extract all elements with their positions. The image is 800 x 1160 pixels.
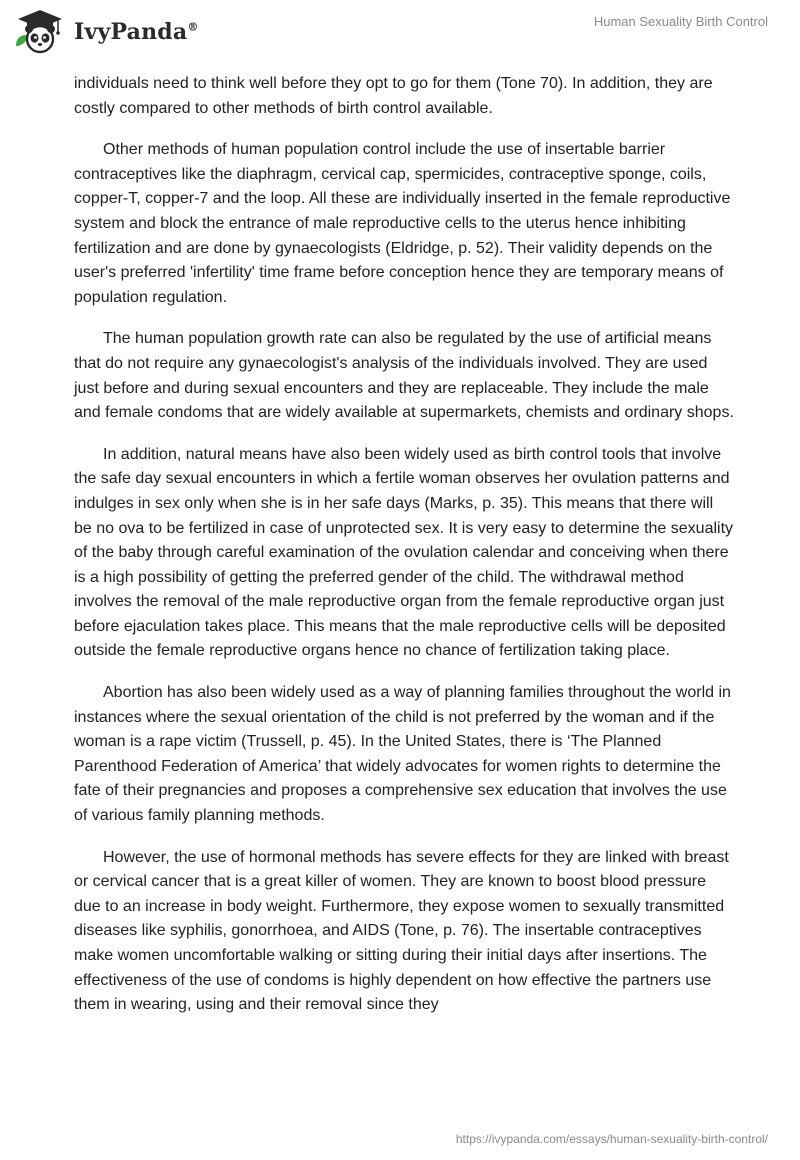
paragraph: In addition, natural means have also been widely used as birth control tools that involve the safe day sexual encounters in which a fertile woman observes her ovulation patterns and indulges in sex only when she is in her safe days (Marks, p. 35). This means that there will be no ova to be fertilized in case of unprotected sex. It is very easy to determine the sexuality of the baby through careful examination of the ovulation calendar and conceiving when there is a high possibility of getting the preferred gender of the child. The withdrawal method involves the removal of the male reproductive organ from the female reproductive organ just before ejaculation takes place. This means that the male reproductive cells will be deposited outside the female reproductive organs hence no chance of fertilization taking place. xyxy=(74,445,734,660)
registered-mark: ® xyxy=(187,20,199,34)
brand-logo[interactable] xyxy=(14,8,199,56)
paragraph: individuals need to think well before they opt to go for them (Tone 70). In addition, they are costly compared to other methods of birth control available. xyxy=(74,75,713,117)
essay-body xyxy=(74,72,734,1035)
page-header xyxy=(0,0,800,66)
brand-name: IvyPanda® xyxy=(74,19,199,45)
document-title: Human Sexuality Birth Control xyxy=(593,14,768,29)
paragraph: The human population growth rate can also be regulated by the use of artificial means that do not require any gynaecologist's analysis of the individuals involved. They are used just before and during sexual encounters and they are replaceable. They include the male and female condoms that are widely available at supermarkets, chemists and ordinary shops. xyxy=(74,330,734,422)
paragraph: Other methods of human population control include the use of insertable barrier contraceptives like the diaphragm, cervical cap, spermicides, contraceptive sponge, coils, copper-T, copper-7 and the loop. All these are individually inserted in the female reproductive system and block the entrance of male reproductive cells to the uterus hence inhibiting fertilization and are done by gynaecologists (Eldridge, p. 52). Their validity depends on the user's preferred 'infertility' time frame before conception hence they are temporary means of population regulation. xyxy=(74,141,731,306)
paragraph: Abortion has also been widely used as a way of planning families throughout the world in instances where the sexual orientation of the child is not preferred by the woman and if the woman is a rape victim (Trussell, p. 45). In the United States, there is ‘The Planned Parenthood Federation of America’ that widely advocates for women rights to determine the fate of their pregnancies and proposes a comprehensive sex education that involves the use of various family planning methods. xyxy=(74,684,731,825)
paragraph: However, the use of hormonal methods has severe effects for they are linked with breast or cervical cancer that is a great killer of women. They are known to boost blood pressure due to an increase in body weight. Furthermore, they expose women to sexually transmitted diseases like syphilis, gonorrhoea, and AIDS (Tone, p. 76). The insertable contraceptives make women uncomfortable walking or sitting during their initial days after insertions. The effectiveness of the use of condoms is highly dependent on how effective the partners use them in wearing, using and their removal since they xyxy=(74,848,729,1014)
panda-graduate-icon xyxy=(14,8,66,56)
source-url[interactable]: https://ivypanda.com/essays/human-sexuality-birth-control/ xyxy=(455,1132,768,1146)
